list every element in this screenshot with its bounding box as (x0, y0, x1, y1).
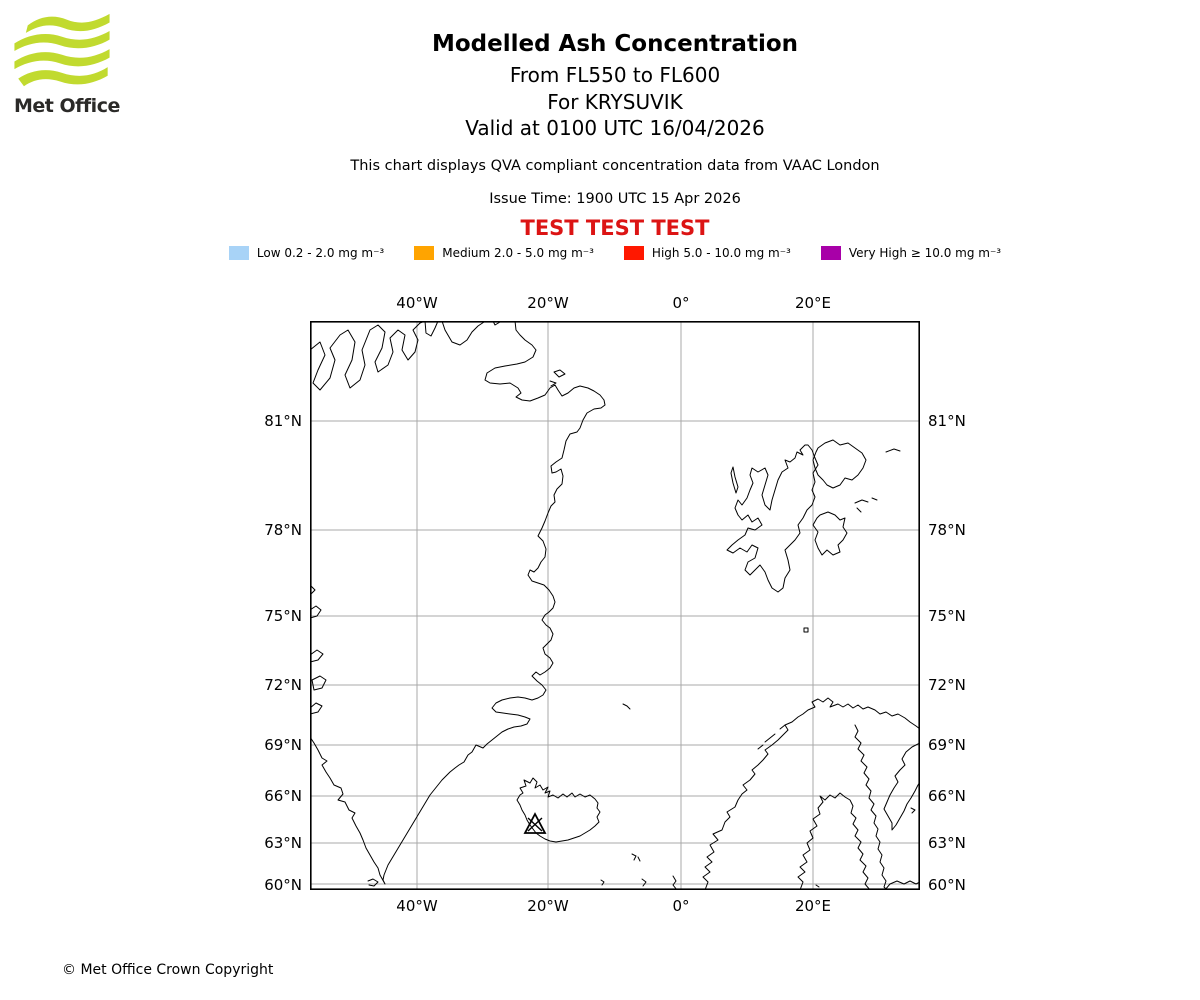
flight-level-range: From FL550 to FL600 (509, 63, 721, 87)
tick-label: 40°W (396, 897, 438, 915)
legend (249, 246, 1002, 260)
coastline (312, 676, 326, 690)
issue-time: Issue Time: 1900 UTC 15 Apr 2026 (489, 191, 741, 207)
tick-label: 75°N (264, 607, 302, 625)
coastline (911, 808, 915, 813)
tick-label: 78°N (264, 521, 302, 539)
coastline (804, 628, 808, 632)
copyright-text: © Met Office Crown Copyright (62, 962, 274, 978)
map-svg (310, 321, 920, 890)
coastline (623, 704, 630, 709)
legend-item (624, 246, 791, 260)
coastline (872, 498, 877, 500)
tick-label: 66°N (264, 787, 302, 805)
legend-label: Low 0.2 - 2.0 mg m⁻³ (256, 246, 385, 260)
tick-label: 69°N (264, 736, 302, 754)
legend-label: Medium 2.0 - 5.0 mg m⁻³ (442, 246, 594, 260)
tick-label: 63°N (928, 834, 966, 852)
tick-label: 20°E (794, 294, 832, 312)
tick-label: 81°N (928, 412, 966, 430)
coastline (886, 449, 900, 452)
coastline (310, 321, 605, 884)
tick-label: 63°N (264, 834, 302, 852)
coastline (673, 876, 677, 890)
coastline (554, 370, 565, 377)
tick-label: 0° (672, 897, 690, 915)
map-frame (311, 322, 919, 889)
tick-label: 72°N (928, 676, 966, 694)
legend-item (821, 246, 1001, 260)
met-office-waves-icon (14, 12, 110, 90)
coastline (642, 879, 646, 886)
coastline (638, 857, 640, 861)
coastline (727, 445, 818, 592)
coastline (884, 743, 920, 830)
tick-label: 81°N (264, 412, 302, 430)
tick-label: 75°N (928, 607, 966, 625)
coastline (310, 703, 322, 714)
qva-note: This chart displays QVA compliant concentration data from VAAC London (350, 158, 880, 174)
met-office-logo (14, 12, 124, 117)
coastline (813, 512, 847, 555)
coastline (758, 745, 763, 749)
coastline (442, 321, 488, 345)
tick-label: 20°E (794, 897, 832, 915)
coastline (798, 793, 870, 890)
tick-label: 20°W (527, 294, 569, 312)
coastline (310, 650, 323, 662)
coastline (703, 698, 920, 890)
chart-title: Modelled Ash Concentration (431, 31, 799, 57)
tick-label: 78°N (928, 521, 966, 539)
valid-time-line: Valid at 0100 UTC 16/04/2026 (465, 116, 765, 140)
coastline (368, 879, 378, 886)
legend-label: Very High ≥ 10.0 mg m⁻³ (848, 246, 1002, 260)
legend-swatch-icon (624, 246, 644, 260)
volcano-name-line: For KRYSUVIK (547, 90, 683, 114)
legend-swatch-icon (821, 246, 841, 260)
tick-label: 60°N (264, 876, 302, 894)
coastline (765, 734, 775, 742)
coastline (813, 440, 866, 488)
coastline (780, 725, 785, 729)
tick-label: 60°N (928, 876, 966, 894)
tick-label: 72°N (264, 676, 302, 694)
coastline (855, 500, 868, 503)
coastline (310, 321, 438, 390)
legend-label: High 5.0 - 10.0 mg m⁻³ (651, 246, 791, 260)
coastline (632, 854, 636, 860)
legend-item (414, 246, 594, 260)
coastline (855, 725, 887, 890)
legend-swatch-icon (414, 246, 434, 260)
coastline (857, 508, 861, 512)
map-area (310, 321, 920, 890)
tick-label: 66°N (928, 787, 966, 805)
tick-label: 0° (672, 294, 690, 312)
tick-label: 20°W (527, 897, 569, 915)
tick-label: 40°W (396, 294, 438, 312)
test-banner: TEST TEST TEST (520, 216, 710, 240)
tick-label: 69°N (928, 736, 966, 754)
legend-item (229, 246, 384, 260)
coastline (731, 467, 738, 493)
coastline (816, 885, 819, 887)
legend-swatch-icon (229, 246, 249, 260)
met-office-logo-text: Met Office (14, 95, 120, 117)
